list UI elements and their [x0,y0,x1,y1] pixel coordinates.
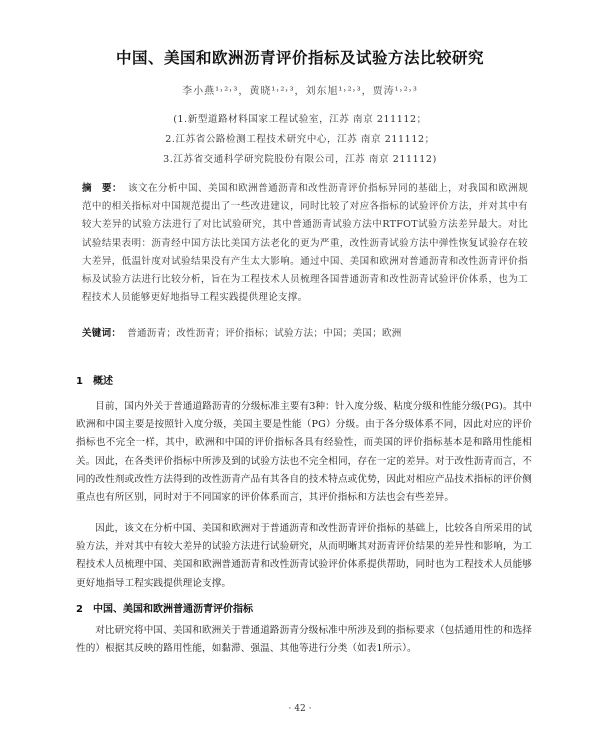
section-1-paragraph-2: 因此，该文在分析中国、美国和欧洲对于普通沥青和改性沥青评价指标的基础上，比较各自所采用的试验方法，并对其中有较大差异的试验方法进行试验研究，从而明晰其对沥青评价结果的差异性和影响，为工程技术人员梳理中国、美国和欧洲普通沥青和改性沥青试验评价体系提供帮助，同时也为工程技术人员能够更好地指导工程实践提供理论支撑。 [76,523,532,589]
affiliation-2: 2.江苏省公路检测工程技术研究中心，江苏 南京 211112； [165,134,435,145]
page-number: · 42 · [288,704,312,714]
keywords [82,325,528,343]
paper-title: 中国、美国和欧洲沥青评价指标及试验方法比较研究 [115,49,484,67]
abstract [82,180,528,307]
keywords-label: 关键词： [82,328,122,339]
keywords-text: 普通沥青；改性沥青；评价指标；试验方法；中国；美国；欧洲 [127,328,402,339]
section-2-paragraph-1: 对比研究将中国、美国和欧洲关于普通道路沥青分级标准中所涉及到的指标要求（包括通用性的和选择性的）根据其反映的路用性能，如黏滞、强温、其他等进行分类（如表1所示）。 [76,625,532,655]
section-heading-overview: 1 概述 [76,376,113,387]
abstract-label: 摘 要： [82,183,123,194]
section-heading-indicators: 2 中国、美国和欧洲普通沥青评价指标 [76,604,253,615]
affiliation-3: 3.江苏省交通科学研究院股份有限公司，江苏 南京 211112) [163,154,437,165]
affiliation-1: (1.新型道路材料国家工程试验室，江苏 南京 211112； [173,114,427,125]
section-1-paragraph-1: 目前，国内外关于普通道路沥青的分级标准主要有3种：针入度分级、粘度分级和性能分级(PG)。其中欧洲和中国主要是按照针入度分级，美国主要是性能（PG）分级。由于各分级体系不同，因此对应的评价指标也不完全一样，其中，欧洲和中国的评价指标各具有经验性，而美国的评价指标基本是和路用性能相关。因此，在各类评价指标中所涉及到的试验方法也不完全相同，存在一定的差异。对于改性沥青而言，不同的改性剂或改性方法得到的改性沥青产品有其各自的技术特点或优势，因此对相应产品技术指标的评价侧重点也有所区别，同时对于不同国家的评价体系而言，其评价指标和方法也会有些差异。 [76,401,532,504]
author-list: 李小燕¹˒²˒³，黄晓¹˒²˒³，刘东旭¹˒²˒³，贾涛¹˒²˒³ [182,86,418,97]
abstract-text: 该文在分析中国、美国和欧洲普通沥青和改性沥青评价指标异同的基础上，对我国和欧洲规范中的相关指标对中国规范提出了一些改进建议，同时比较了对应各指标的试验评价方法，并对其中有较大差异的试验方法进行了对比试验研究，其中普通沥青试验方法中RTFOT试验方法差异最大。对比试验结果表明：沥青经中国方法比美国方法老化的更为严重，改性沥青试验方法中弹性恢复试验存在较大差异，低温针度对试验结果没有产生太大影响。通过中国、美国和欧洲对普通沥青和改性沥青评价指标及试验方法进行比较分析，旨在为工程技术人员梳理各国普通沥青和改性沥青试验评价体系，也为工程技术人员能够更好地指导工程实践提供理论支撑。 [82,183,528,304]
affiliation-list [0,110,600,170]
